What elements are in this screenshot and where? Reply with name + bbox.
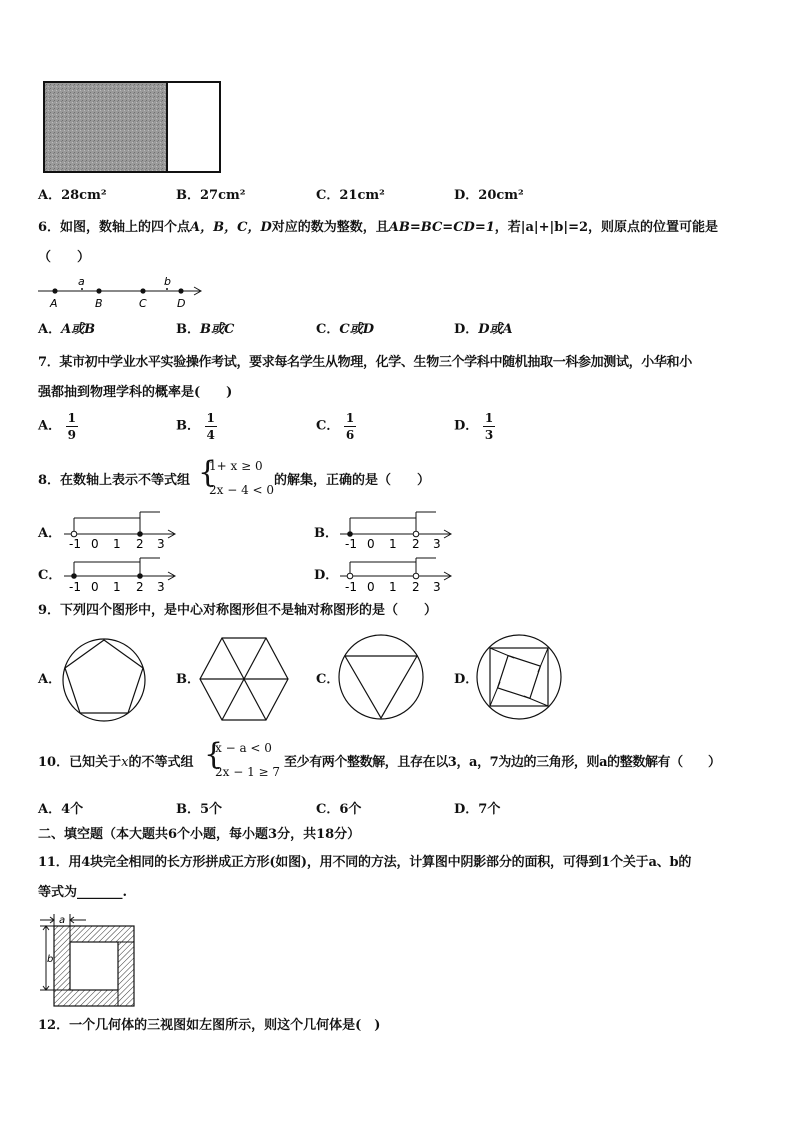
q7-fraction-b: $\frac{1}{4}$ bbox=[206, 411, 215, 442]
svg-text:1: 1 bbox=[389, 537, 397, 551]
q9-stem: 9．下列四个图形中，是中心对称图形但不是轴对称图形的是（ ） bbox=[38, 603, 438, 618]
q5-option-d[interactable]: D．20cm² bbox=[454, 188, 524, 203]
q10-option-c[interactable]: C．6个 bbox=[316, 802, 362, 817]
svg-text:1: 1 bbox=[113, 537, 121, 551]
q9-option-c-figure[interactable] bbox=[336, 632, 426, 722]
svg-text:-1: -1 bbox=[345, 580, 357, 594]
q10-stem-a: 10．已知关于x的不等式组 bbox=[38, 755, 194, 770]
q8-option-d-label[interactable]: D． bbox=[314, 568, 339, 583]
q9-option-c-label[interactable]: C． bbox=[316, 672, 340, 687]
q10-option-a[interactable]: A．4个 bbox=[38, 802, 84, 817]
q8-option-c-label[interactable]: C． bbox=[38, 568, 62, 583]
svg-text:-1: -1 bbox=[69, 537, 81, 551]
svg-text:2: 2 bbox=[412, 580, 420, 594]
q9-option-d-figure[interactable] bbox=[474, 632, 564, 722]
q7-option-d[interactable]: D． $\frac{1}{3}$ bbox=[454, 411, 494, 442]
q10-inequality-2: 2x − 1 ≥ 7 bbox=[215, 765, 281, 779]
q6-stem: 6．如图，数轴上的四个点A，B，C，D对应的数为整数，且AB=BC=CD=1，若|a|+|b|=2，则原点的位置可能是 bbox=[38, 220, 719, 235]
q9-option-d-label[interactable]: D． bbox=[454, 672, 479, 687]
q6-option-b[interactable]: B．B或C bbox=[176, 322, 235, 337]
q10-option-b[interactable]: B．5个 bbox=[176, 802, 223, 817]
q11-stem-line2: 等式为_______. bbox=[38, 885, 128, 900]
q6-option-a[interactable]: A．A或B bbox=[38, 322, 96, 337]
svg-text:3: 3 bbox=[433, 537, 441, 551]
q5-rectangle-figure bbox=[42, 80, 228, 176]
q11-label-a: a bbox=[59, 915, 66, 926]
q6-answer-paren: （ ） bbox=[38, 250, 91, 265]
q7-fraction-c: $\frac{1}{6}$ bbox=[345, 411, 355, 442]
svg-text:3: 3 bbox=[157, 537, 165, 551]
q12-stem: 12．一个几何体的三视图如左图所示，则这个几何体是( ) bbox=[38, 1018, 381, 1033]
svg-text:2: 2 bbox=[412, 537, 420, 551]
svg-text:3: 3 bbox=[433, 580, 441, 594]
q6-label-a: a bbox=[78, 275, 85, 288]
section-heading: 二、填空题（本大题共6个小题，每小题3分，共18分） bbox=[38, 827, 361, 842]
q10-system-brace: { bbox=[204, 737, 224, 772]
q9-option-a-figure[interactable] bbox=[60, 636, 148, 724]
q9-option-a-label[interactable]: A． bbox=[38, 672, 62, 687]
q11-label-b: b bbox=[47, 954, 54, 965]
q9-option-b-figure[interactable] bbox=[198, 636, 290, 722]
q6-label-B: B bbox=[95, 297, 103, 310]
q10-inequality-1: x − a < 0 bbox=[215, 741, 272, 755]
q6-number-line-figure bbox=[36, 274, 208, 312]
q8-option-a-label[interactable]: A． bbox=[38, 526, 62, 541]
svg-text:1: 1 bbox=[389, 580, 397, 594]
q7-option-a[interactable]: A． $\frac{1}{9}$ bbox=[38, 411, 76, 442]
q11-stem-line1: 11．用4块完全相同的长方形拼成正方形(如图)，用不同的方法，计算图中阴影部分的面积，可得到1个关于a、b的 bbox=[38, 855, 692, 870]
q10-option-d[interactable]: D．7个 bbox=[454, 802, 501, 817]
svg-text:2: 2 bbox=[136, 580, 144, 594]
svg-text:-1: -1 bbox=[345, 537, 357, 551]
svg-text:1: 1 bbox=[113, 580, 121, 594]
q8-option-c-number-line[interactable] bbox=[60, 554, 182, 596]
svg-text:0: 0 bbox=[91, 537, 99, 551]
q8-inequality-1: 1+ x ≥ 0 bbox=[209, 459, 263, 473]
svg-text:2: 2 bbox=[136, 537, 144, 551]
q7-option-c[interactable]: C． $\frac{1}{6}$ bbox=[316, 411, 355, 442]
svg-text:0: 0 bbox=[367, 537, 375, 551]
q6-option-d[interactable]: D．D或A bbox=[454, 322, 513, 337]
q8-inequality-2: 2x − 4 < 0 bbox=[209, 483, 275, 497]
q7-fraction-a: $\frac{1}{9}$ bbox=[67, 411, 76, 442]
q5-option-c[interactable]: C．21cm² bbox=[316, 188, 385, 203]
q6-label-b: b bbox=[164, 275, 171, 288]
q10-stem-c: 至少有两个整数解，且存在以3，a，7为边的三角形，则a的整数解有（ ） bbox=[284, 755, 721, 770]
svg-text:0: 0 bbox=[367, 580, 375, 594]
q9-option-b-label[interactable]: B． bbox=[176, 672, 200, 687]
q7-option-b[interactable]: B． $\frac{1}{4}$ bbox=[176, 411, 215, 442]
q8-system-brace: { bbox=[198, 455, 218, 490]
q7-stem-line1: 7．某市初中学业水平实验操作考试，要求每名学生从物理，化学、生物三个学科中随机抽取一科参加测试，小华和小 bbox=[38, 355, 692, 370]
q6-label-C: C bbox=[139, 297, 147, 310]
q8-option-d-number-line[interactable] bbox=[336, 554, 458, 596]
q7-fraction-d: $\frac{1}{3}$ bbox=[484, 411, 494, 442]
q8-option-a-number-line[interactable] bbox=[60, 510, 182, 552]
q8-option-b-label[interactable]: B． bbox=[314, 526, 338, 541]
svg-text:0: 0 bbox=[91, 580, 99, 594]
q5-option-b[interactable]: B．27cm² bbox=[176, 188, 246, 203]
q8-option-b-number-line[interactable] bbox=[336, 510, 458, 552]
q7-stem-line2: 强都抽到物理学科的概率是( ) bbox=[38, 385, 233, 400]
q8-stem-b: 的解集，正确的是（ ） bbox=[274, 473, 431, 488]
q11-square-figure bbox=[38, 912, 138, 1012]
svg-text:3: 3 bbox=[157, 580, 165, 594]
q6-label-A: A bbox=[50, 297, 58, 310]
q6-label-D: D bbox=[177, 297, 186, 310]
q8-stem-a: 8．在数轴上表示不等式组 bbox=[38, 473, 191, 488]
q5-option-a[interactable]: A．28cm² bbox=[38, 188, 107, 203]
q6-option-c[interactable]: C．C或D bbox=[316, 322, 374, 337]
svg-text:-1: -1 bbox=[69, 580, 81, 594]
